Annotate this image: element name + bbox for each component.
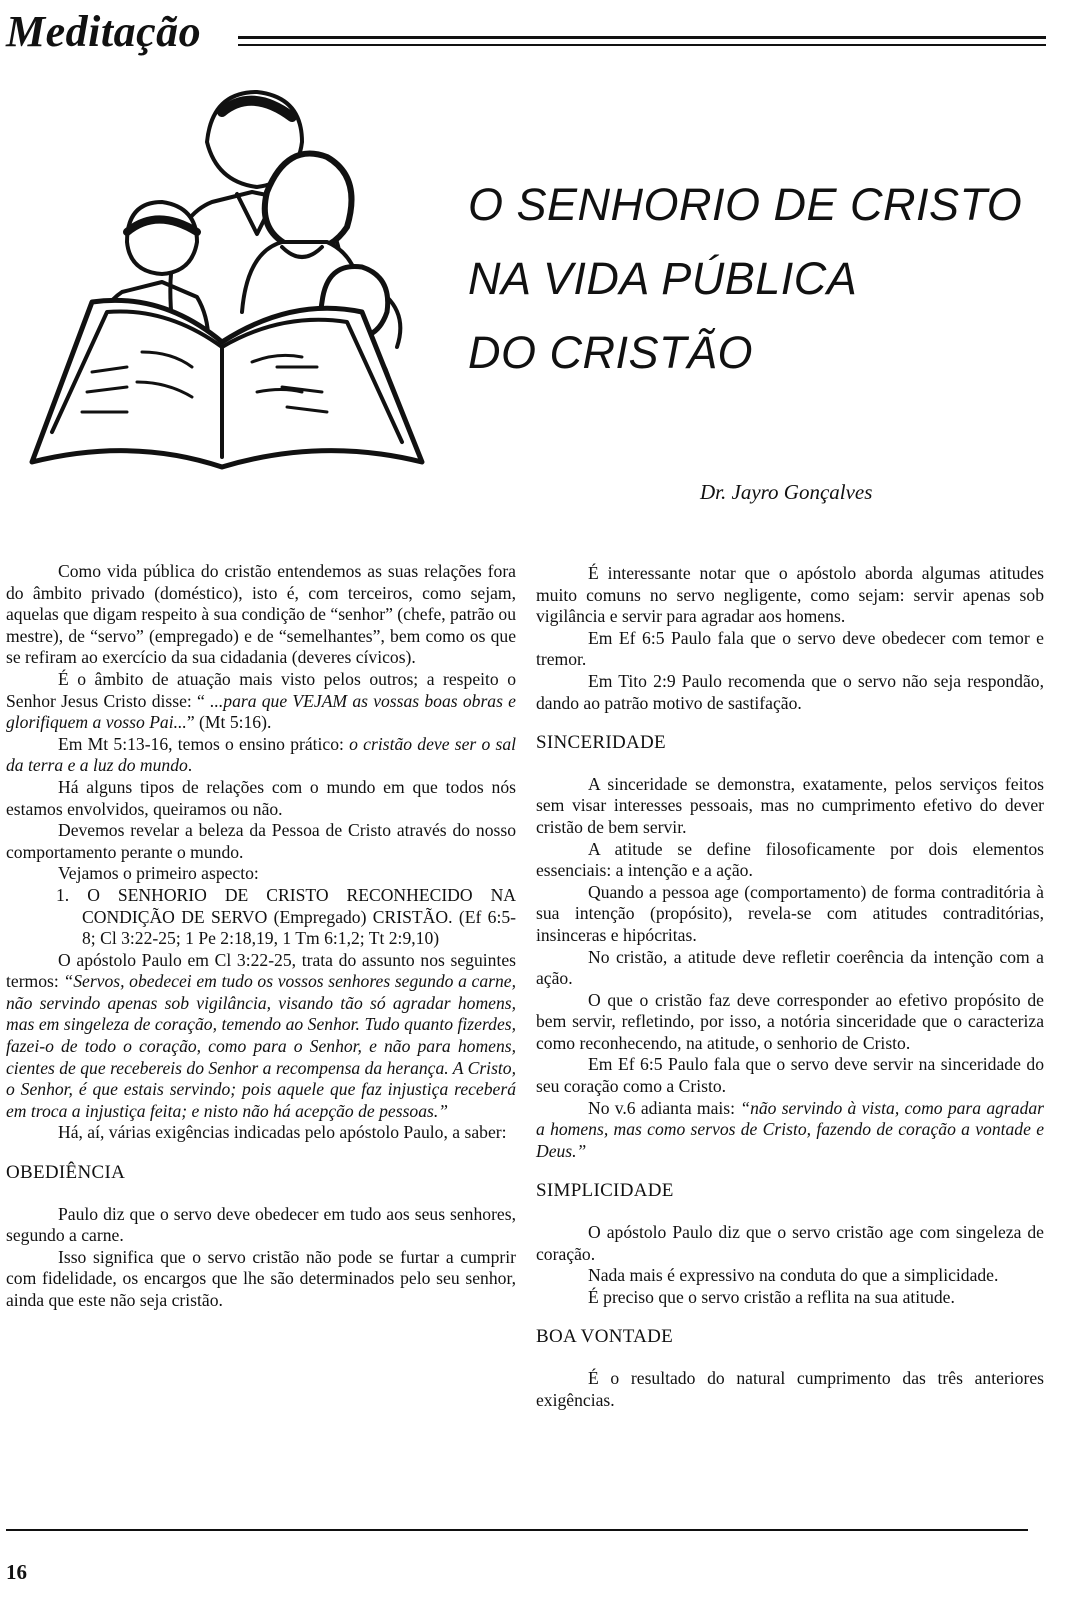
text-run: É preciso que o servo cristão a reflita na sua atitude. (588, 1286, 955, 1307)
header-rule (238, 44, 1046, 46)
article-title-line: DO CRISTÃO (468, 327, 754, 378)
paragraph (6, 669, 516, 734)
section-heading (536, 1326, 1044, 1348)
paragraph (6, 1204, 516, 1247)
paragraph (536, 882, 1044, 947)
paragraph (536, 1098, 1044, 1163)
paragraph (536, 839, 1044, 882)
paragraph (536, 1222, 1044, 1265)
text-run: É interessante notar que o apóstolo aborda algumas atitudes muito comuns no servo negligente, como sejam: servir apenas sob vigilância e servir para agradar aos homens. (536, 563, 1044, 627)
paragraph (536, 1287, 1044, 1309)
text-run: No cristão, a atitude deve refletir coerência da intenção com a ação. (536, 946, 1044, 989)
text-run: Em Tito 2:9 Paulo recomenda que o servo não seja respondão, dando ao patrão motivo de sastifação. (536, 670, 1044, 713)
text-run: No v.6 adianta mais: (588, 1097, 741, 1118)
text-run: Como vida pública do cristão entendemos as suas relações fora do âmbito privado (doméstico), isto é, com terceiros, como sejam, aquelas que digam respeito à sua condição de “senhor” (chefe, patrão ou mestre), de “servo” (empregado) e de “semelhantes”, bem como os que se refiram ao exercício da sua cidadania (deveres cívicos). (6, 561, 516, 668)
section-heading (536, 1180, 1044, 1202)
paragraph (6, 950, 516, 1123)
text-run: A atitude se define filosoficamente por dois elementos essenciais: a intenção e a ação. (536, 838, 1044, 881)
text-run: Há, aí, várias exigências indicadas pelo apóstolo Paulo, a saber: (58, 1122, 507, 1143)
text-run: Isso significa que o servo cristão não pode se furtar a cumprir com fidelidade, os encargos que lhe são determinados pelo seu senhor, ainda que este não seja cristão. (6, 1246, 516, 1310)
text-run: É o resultado do natural cumprimento das três anteriores exigências. (536, 1368, 1044, 1410)
page-header (6, 6, 1046, 56)
text-run: 1. O SENHORIO DE CRISTO RECONHECIDO NA CONDIÇÃO DE SERVO (Empregado) CRISTÃO. (Ef 6:5-8; Cl 3:22-25; 1 Pe 2:18,19, 1 Tm 6:1,2; Tt 2:9,10) (56, 884, 516, 949)
italic-quote-text: “Servos, obedecei em tudo os vossos senhores segundo a carne, não servindo apenas sob vigilância, visando tão só agradar homens, mas em singeleza de coração, temendo ao Senhor. Tudo quanto fizerdes, fazei-o de todo o coração, como para o Senhor, e não para homens, cientes de que recebereis do Senhor a recompensa da herança. A Cristo, o Senhor, é que estais servindo; pois aquele que faz injustiça receberá em troca a injustiça feita; e nisto não há acepção de pessoas.” (6, 971, 517, 1121)
page-number: 16 (6, 1560, 27, 1584)
paragraph (6, 734, 516, 777)
article-title-line: NA VIDA PÚBLICA (468, 253, 858, 304)
numbered-item (56, 885, 516, 950)
paragraph (536, 628, 1044, 671)
text-run: Paulo diz que o servo deve obedecer em tudo aos seus senhores, segundo a carne. (6, 1203, 516, 1246)
paragraph (536, 774, 1044, 839)
text-run: Nada mais é expressivo na conduta do que a simplicidade. (588, 1265, 999, 1286)
paragraph (6, 561, 516, 669)
article-title-line: O SENHORIO DE CRISTO (468, 179, 1023, 230)
italic-quote-text: ...para que VEJAM as vossas boas obras e glorifiquem a vosso Pai... (6, 690, 516, 733)
text-run: Há alguns tipos de relações com o mundo em que todos nós estamos envolvidos, queiramos ou não. (6, 776, 516, 819)
text-run: ” (Mt 5:16). (186, 712, 272, 733)
article-title (468, 168, 1022, 390)
text-run: SINCERIDADE (536, 732, 666, 754)
text-run: . (187, 755, 193, 776)
text-run: Em Ef 6:5 Paulo fala que o servo deve obedecer com temor e tremor. (536, 627, 1044, 670)
right-text-column (536, 563, 1044, 1411)
text-run: Quando a pessoa age (comportamento) de forma contraditória à sua intenção (propósito), revela-se com atitudes contraditórias, insinceras e hipócritas. (536, 881, 1044, 945)
article-author: Dr. Jayro Gonçalves (700, 480, 873, 504)
paragraph (536, 1368, 1044, 1411)
paragraph (536, 947, 1044, 990)
footer-rule (6, 1529, 1028, 1531)
text-run: O que o cristão faz deve corresponder ao efetivo propósito de bem servir, refletindo, por isso, a notória sinceridade que o caracteriza como reconhecendo, na atitude, o senhorio de Cristo. (536, 989, 1044, 1053)
text-run: O apóstolo Paulo diz que o servo cristão age com singeleza de coração. (536, 1222, 1044, 1264)
paragraph (536, 1054, 1044, 1097)
text-run: A sinceridade se demonstra, exatamente, pelos serviços feitos sem visar interesses pessoais, mas no cumprimento efetivo do dever cristão de bem servir. (536, 773, 1044, 837)
text-run: Em Mt 5:13-16, temos o ensino prático: (58, 733, 350, 754)
paragraph (536, 563, 1044, 628)
text-run: Vejamos o primeiro aspecto: (58, 863, 259, 884)
section-heading (6, 1162, 516, 1184)
paragraph (6, 820, 516, 863)
paragraph (6, 1247, 516, 1312)
paragraph (536, 671, 1044, 714)
family-reading-bible-illustration (22, 82, 432, 472)
header-rule (238, 36, 1046, 39)
paragraph (6, 863, 516, 885)
italic-quote-text: o cristão deve ser o sal da terra e a luz do mundo (6, 733, 517, 776)
text-run: SIMPLICIDADE (536, 1180, 674, 1202)
paragraph (6, 777, 516, 820)
italic-quote-text: “não servindo à vista, como para agradar a homens, mas como servos de Cristo, fazendo de coração a vontade e Deus.” (536, 1097, 1045, 1161)
text-run: É o âmbito de atuação mais visto pelos outros; a respeito o Senhor Jesus Cristo disse: “ (6, 668, 516, 711)
paragraph (536, 990, 1044, 1055)
left-text-column (6, 561, 516, 1312)
paragraph (536, 1265, 1044, 1287)
text-run: BOA VONTADE (536, 1326, 674, 1348)
text-run: Devemos revelar a beleza da Pessoa de Cristo através do nosso comportamento perante o mundo. (6, 820, 516, 862)
text-run: OBEDIÊNCIA (6, 1162, 126, 1184)
text-run: Em Ef 6:5 Paulo fala que o servo deve servir na sinceridade do seu coração como a Cristo. (536, 1054, 1044, 1097)
text-run: O apóstolo Paulo em Cl 3:22-25, trata do assunto nos seguintes termos: (6, 949, 516, 992)
section-title: Meditação (6, 7, 202, 56)
paragraph (6, 1122, 516, 1144)
section-heading (536, 732, 1044, 754)
